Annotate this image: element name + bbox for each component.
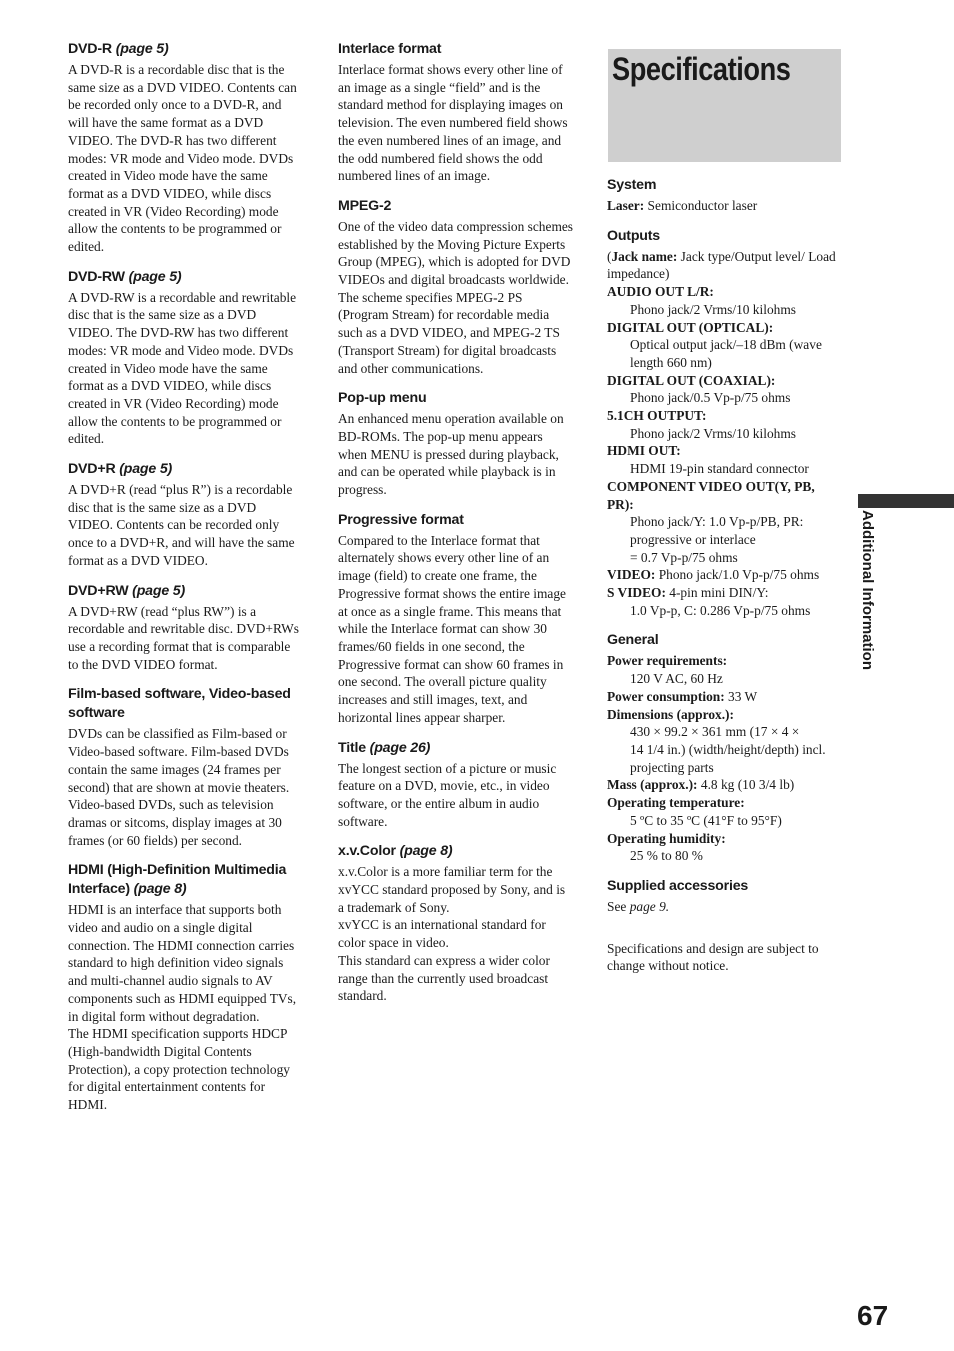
section-heading: Supplied accessories <box>607 877 749 894</box>
spec-label: Jack name: <box>611 248 678 264</box>
section-tab-label <box>858 510 880 690</box>
spec-paren: ( <box>607 248 612 264</box>
spec-label: Mass (approx.): <box>607 777 698 793</box>
entry-body: A DVD-RW is a recordable and rewritable disc that is the same size as a DVD VIDEO. The DVD-RW has two different modes: VR mode and Video mode. DVDs created in Video mode have the same format as a DVD VIDEO, while discs created in VR (Video Recording) mode allow the contents to be programmed or edited. <box>68 289 297 447</box>
spec-label: Laser: <box>607 198 645 213</box>
page-reference: (page 5) <box>115 41 169 57</box>
glossary-column-1 <box>68 40 302 1126</box>
spec-value: Phono jack/2 Vrms/10 kilohms <box>630 425 796 441</box>
page-reference: (page 5) <box>132 582 185 599</box>
entry-body: x.v.Color is a more familiar term for the xvYCC standard proposed by Sony, and is a trademark of Sony. <box>338 864 566 915</box>
spec-supplied-accessories <box>607 877 843 916</box>
spec-notice: Specifications and design are subject to change without notice. <box>607 940 819 974</box>
entry-title: Interlace format <box>338 41 442 57</box>
glossary-entry-progressive <box>338 511 574 727</box>
page-reference: page 9. <box>629 898 670 914</box>
page-title: Specifications <box>612 51 791 87</box>
spec-value: projecting parts <box>630 759 714 775</box>
spec-value: 4-pin mini DIN/Y: <box>669 585 769 601</box>
entry-body: One of the video data compression schemes established by the Moving Picture Experts Group (MPEG), which is adopted for DVD VIDEOs and digital broadcasts worldwide. The scheme specifies MPEG-2 PS (Program Stream) for recordable media such as a DVD VIDEO, and MPEG-2 TS (Transport Stream) for digital broadcasts and other communications. <box>338 218 574 376</box>
entry-title: x.v.Color <box>338 843 396 860</box>
spec-value: 1.0 Vp-p, C: 0.286 Vp-p/75 ohms <box>630 602 811 618</box>
spec-label: DIGITAL OUT (OPTICAL): <box>607 319 774 335</box>
entry-title: DVD+RW <box>68 582 129 599</box>
entry-title: MPEG-2 <box>338 197 392 214</box>
glossary-entry-dvd-r <box>68 40 302 256</box>
entry-body: An enhanced menu operation available on BD-ROMs. The pop-up menu appears when MENU is pressed during playback, and can be operated while playback is in progress. <box>338 411 564 498</box>
glossary-entry-dvd-rw <box>68 268 302 448</box>
entry-title: Pop-up menu <box>338 390 427 407</box>
spec-label: 5.1CH OUTPUT: <box>607 408 707 424</box>
section-heading: Outputs <box>607 227 660 244</box>
section-heading: General <box>607 632 659 649</box>
entry-body: HDMI is an interface that supports both video and audio on a single digital connection. The HDMI connection carries standard to high definition video signals and multi-channel audio signals to AV components such as HDMI equipped TVs, in digital form without degradation. <box>68 902 297 1024</box>
spec-value: See <box>607 898 627 914</box>
glossary-entry-interlace <box>338 40 574 185</box>
page-reference: (page 5) <box>119 461 173 478</box>
spec-system <box>607 176 843 215</box>
entry-title: Title <box>338 739 366 756</box>
entry-body: A DVD-R is a recordable disc that is the same size as a DVD VIDEO. Contents can be recorded only once to a DVD-R, and will have the same format as a DVD VIDEO. The DVD-R has two different modes: VR mode and Video mode. DVDs created in Video mode have the same format as a DVD VIDEO, while discs created in VR (Video Recording) mode allow the contents to be programmed or edited. <box>68 62 297 255</box>
glossary-entry-dvd-plus-rw <box>68 582 302 674</box>
spec-value: 120 V AC, 60 Hz <box>630 671 723 687</box>
glossary-entry-xvcolor <box>338 842 574 1005</box>
entry-title: DVD+R <box>68 461 116 478</box>
spec-value: 25 % to 80 % <box>630 848 703 864</box>
glossary-entry-dvd-plus-r <box>68 460 302 570</box>
spec-label: DIGITAL OUT (COAXIAL): <box>607 372 776 388</box>
page-reference: (page 8) <box>133 881 187 898</box>
glossary-entry-mpeg2 <box>338 197 574 377</box>
spec-value: Jack type/Output level/ Load impedance) <box>607 248 836 282</box>
spec-label: Power requirements: <box>607 653 728 669</box>
spec-value: HDMI 19-pin standard connector <box>630 461 809 477</box>
spec-label: Dimensions (approx.): <box>607 706 734 722</box>
spec-value: progressive or interlace <box>630 531 756 547</box>
entry-title: DVD-RW <box>68 268 125 285</box>
glossary-column-2 <box>338 40 574 1017</box>
entry-body-2: The HDMI specification supports HDCP (High-bandwidth Digital Contents Protection), a copy protection technology for digital entertainment contents for HDMI. <box>68 1026 290 1113</box>
page-number: 67 <box>857 1300 889 1331</box>
spec-value: = 0.7 Vp-p/75 ohms <box>630 549 738 565</box>
spec-value: Phono jack/0.5 Vp-p/75 ohms <box>630 390 791 406</box>
spec-value: 4.8 kg (10 3/4 lb) <box>700 777 795 793</box>
section-tab-bar <box>858 494 954 508</box>
spec-label: VIDEO: <box>607 567 656 583</box>
entry-title: Film-based software, Video-based software <box>68 686 291 722</box>
spec-value: 5 ºC to 35 ºC (41°F to 95°F) <box>630 812 782 828</box>
specifications-column <box>607 176 843 975</box>
entry-body: The longest section of a picture or music feature on a DVD, movie, etc., in video software, or the entire album in audio software. <box>338 760 557 829</box>
spec-outputs <box>607 227 843 620</box>
glossary-entry-film-video-software <box>68 685 302 849</box>
page-reference: (page 8) <box>399 843 453 860</box>
spec-value: 33 W <box>728 688 758 704</box>
specifications-heading-box <box>608 49 841 162</box>
glossary-entry-title <box>338 739 574 831</box>
spec-value: 14 1/4 in.) (width/height/depth) incl. <box>630 741 826 757</box>
spec-value: 430 × 99.2 × 361 mm (17 × 4 × <box>630 724 800 740</box>
entry-title: Progressive format <box>338 511 464 528</box>
spec-label: HDMI OUT: <box>607 443 681 459</box>
entry-title: DVD-R <box>68 41 112 57</box>
spec-value: Optical output jack/–18 dBm (wave length 660 nm) <box>630 337 822 370</box>
glossary-entry-popup-menu <box>338 389 574 499</box>
spec-label: COMPONENT VIDEO OUT(Y, PB, PR): <box>607 478 815 512</box>
entry-body: A DVD+R (read “plus R”) is a recordable disc that is the same size as a DVD VIDEO. Contents can be recorded only once to a DVD+R, and will have the same format as a DVD VIDEO. <box>68 482 295 568</box>
entry-body: A DVD+RW (read “plus RW”) is a recordable and rewritable disc. DVD+RWs use a recording format that is comparable to the DVD VIDEO format. <box>68 603 300 672</box>
entry-body: DVDs can be classified as Film-based or Video-based software. Film-based DVDs contain the same images (24 frames per second) that are shown at movie theaters. Video-based DVDs, such as television dramas or sitcoms, display images at 30 frames (or 60 fields) per second. <box>68 726 290 848</box>
spec-label: Operating temperature: <box>607 795 745 811</box>
spec-label: Operating humidity: <box>607 830 726 846</box>
spec-value: Semiconductor laser <box>647 198 758 213</box>
entry-title: HDMI (High-Definition Multimedia Interface) <box>68 862 287 898</box>
page-reference: (page 26) <box>369 739 431 756</box>
page-reference: (page 5) <box>128 268 182 285</box>
entry-body-3: This standard can express a wider color range than the currently used broadcast standard. <box>338 952 550 1004</box>
spec-label: S VIDEO: <box>607 585 666 601</box>
entry-body-2: xvYCC is an international standard for color space in video. <box>338 917 546 951</box>
section-tab-text: Additional Information <box>859 510 876 670</box>
spec-general <box>607 631 843 864</box>
entry-body: Compared to the Interlace format that alternately shows every other line of an image (field) to create one frame, the Progressive format shows the entire image at once as a single frame. This means that while the Interlace format can show 30 frames/60 fields in one second, the Progressive format can show 60 frames in one second. The overall picture quality increases and still images, text, and horizontal lines appear sharper. <box>338 532 566 725</box>
spec-label: AUDIO OUT L/R: <box>607 284 714 300</box>
spec-label: Power consumption: <box>607 688 725 704</box>
section-heading: System <box>607 177 657 193</box>
spec-value: Phono jack/Y: 1.0 Vp-p/PB, PR: <box>630 514 804 530</box>
spec-value: Phono jack/1.0 Vp-p/75 ohms <box>658 567 820 583</box>
glossary-entry-hdmi <box>68 861 302 1113</box>
spec-value: Phono jack/2 Vrms/10 kilohms <box>630 301 796 317</box>
entry-body: Interlace format shows every other line of an image as a single “field” and is the standard method for displaying images on television. The even numbered field shows the even numbered lines of an image, and the odd numbered field shows the odd numbered lines of an image. <box>338 62 568 184</box>
